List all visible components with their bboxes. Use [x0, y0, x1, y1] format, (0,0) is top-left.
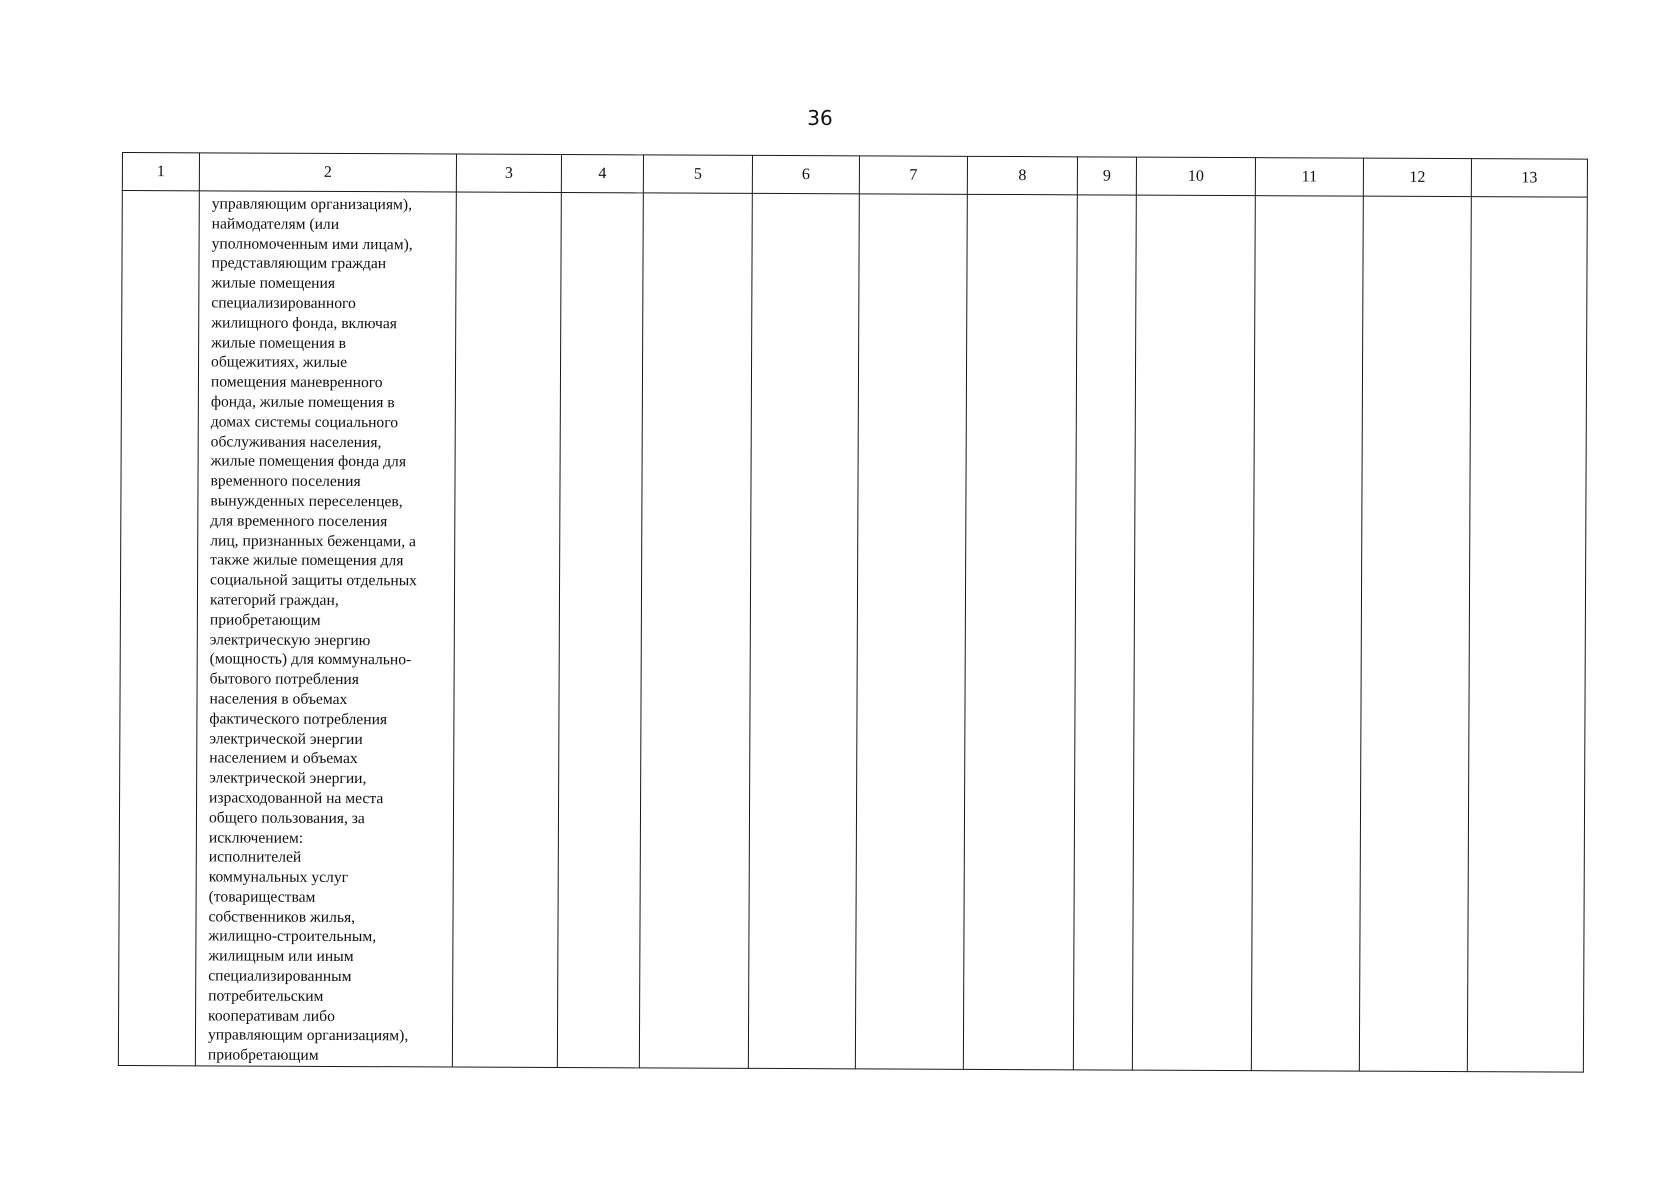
cell-col-9 — [1073, 195, 1136, 1070]
column-header-12: 12 — [1363, 158, 1471, 196]
page-number: 36 — [807, 106, 833, 130]
cell-col-7 — [855, 194, 967, 1070]
cell-col-6 — [748, 193, 859, 1069]
cell-col-8 — [963, 194, 1077, 1070]
cell-col-13 — [1467, 197, 1587, 1073]
column-header-4: 4 — [561, 154, 643, 192]
table-header-row — [122, 153, 1587, 198]
column-header-13: 13 — [1471, 159, 1587, 198]
column-header-11: 11 — [1255, 158, 1363, 196]
column-header-2: 2 — [199, 153, 456, 192]
column-header-3: 3 — [456, 154, 561, 192]
cell-col-12 — [1359, 196, 1471, 1072]
column-header-6: 6 — [752, 155, 859, 193]
column-header-5: 5 — [643, 155, 752, 193]
cell-col-1 — [118, 191, 199, 1066]
cell-col-10 — [1132, 195, 1255, 1071]
cell-col-11 — [1251, 196, 1363, 1072]
column-header-8: 8 — [967, 156, 1077, 194]
cell-col-5 — [639, 193, 752, 1069]
column-header-10: 10 — [1136, 157, 1255, 196]
cell-col-4 — [557, 192, 643, 1067]
column-header-7: 7 — [859, 156, 967, 194]
tariff-table — [118, 152, 1588, 1073]
column-header-9: 9 — [1077, 157, 1136, 195]
table-row — [118, 191, 1587, 1073]
column-header-1: 1 — [122, 153, 199, 191]
cell-col-3 — [452, 192, 561, 1068]
consumer-category-text: управляющим организациям), наймодателям (или уполномоченным ими лицам), представляющим граждан жилые помещения специализированного жилищного фонда, включая жилые помещения в общежитиях, жилые помещения маневренного фонда, жилые помещения в домах системы социального обслуживания населения, жилые помещения фонда для временного поселения вынужденных переселенцев, для временного поселения лиц, признанных беженцами, а также жилые помещения для социальной защиты отдельных категорий граждан, приобретающим электрическую энергию (мощность) для коммунально- бытового потребления населения в объемах фактического потребления электрической энергии населением и объемах электрической энергии, израсходованной на места общего пользования, за исключением: исполнителей коммунальных услуг (товариществам собственников жилья, жилищно-строительным, жилищным или иным специализированным потребительским кооперативам либо управляющим организациям), приобретающим — [207, 195, 418, 1065]
cell-col-2 — [195, 191, 456, 1067]
